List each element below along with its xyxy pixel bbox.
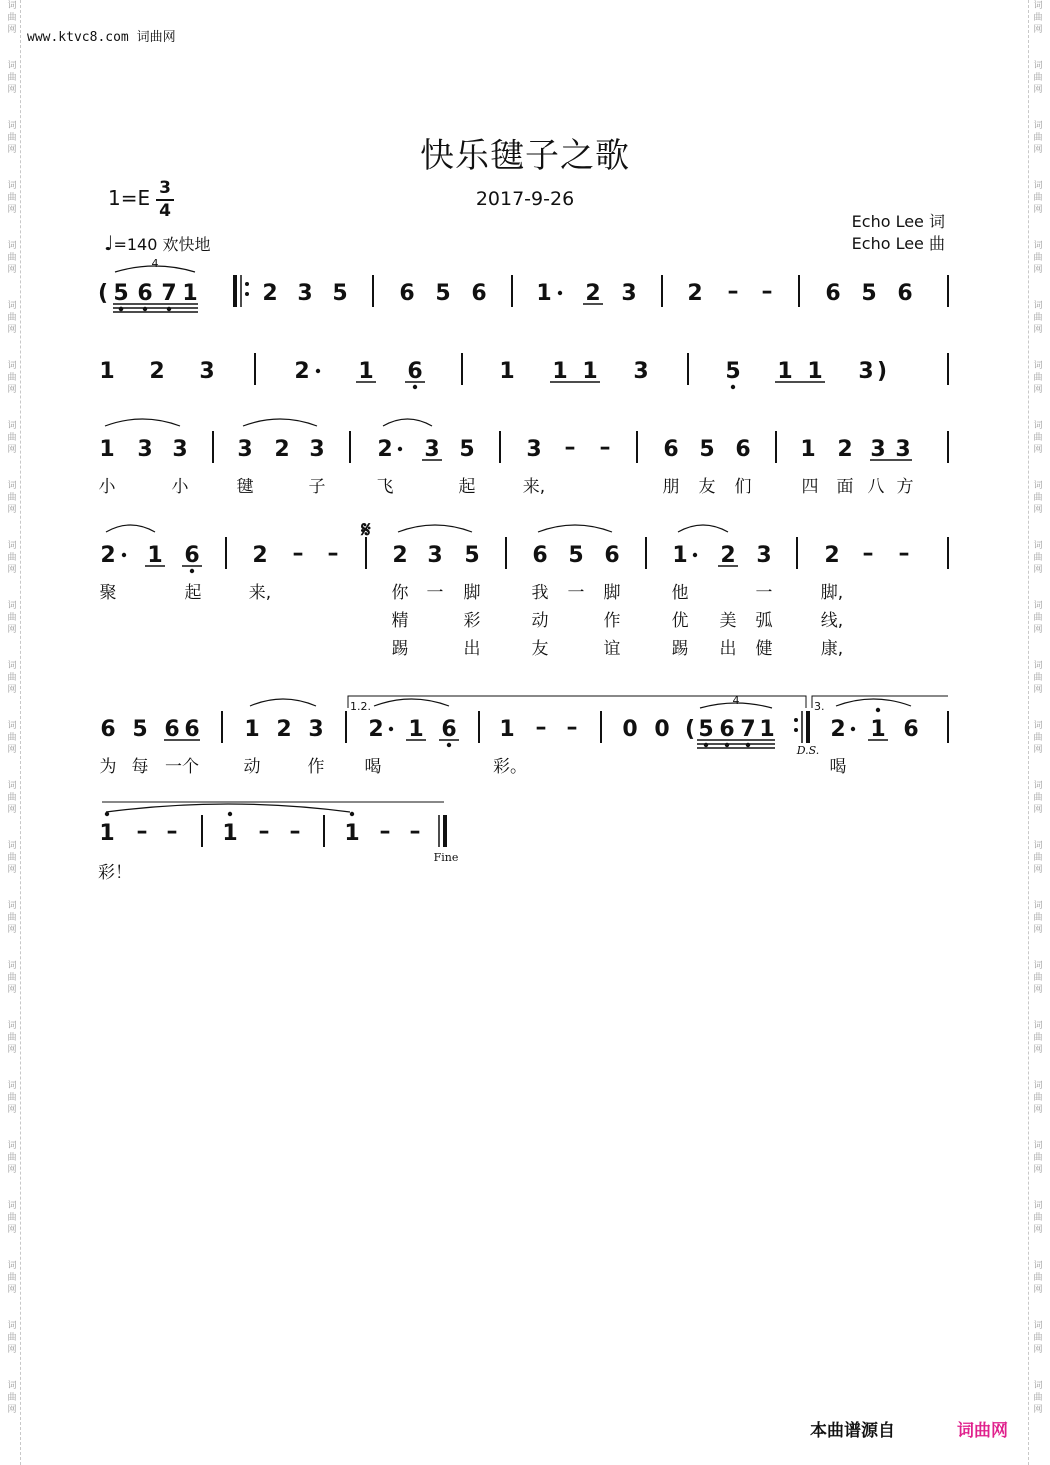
- note: 2: [252, 543, 268, 568]
- note: 2: [824, 543, 840, 568]
- repeat-dot: [794, 728, 798, 732]
- watermark-text: 词 曲 网: [7, 361, 17, 395]
- watermark-text: 词 曲 网: [7, 961, 17, 995]
- volta-label: 3.: [814, 700, 825, 713]
- note: 2: [149, 359, 165, 384]
- note: 1: [582, 359, 598, 384]
- watermark-text: 词 曲 网: [1033, 121, 1043, 155]
- note: 2: [720, 543, 736, 568]
- note: 1: [777, 359, 793, 384]
- note: 1: [147, 543, 163, 568]
- low-octave-dot: [143, 307, 147, 311]
- note: 3: [297, 281, 313, 306]
- note: 7: [161, 281, 177, 306]
- note: 6: [164, 717, 180, 742]
- watermark-text: 词 曲 网: [7, 1021, 17, 1055]
- note: 5: [132, 717, 148, 742]
- paren: (: [97, 281, 109, 306]
- watermark-text: 词 曲 网: [1033, 601, 1043, 635]
- note: 1: [499, 717, 515, 742]
- song-date: 2017-9-26: [475, 188, 575, 210]
- watermark-text: 词 曲 网: [1033, 481, 1043, 515]
- lyric: 们: [734, 477, 752, 497]
- lyric: 动: [531, 611, 549, 631]
- lyric: 毽: [236, 477, 254, 497]
- note: 2: [100, 543, 116, 568]
- note: 7: [740, 717, 756, 742]
- lyric: 小: [171, 477, 189, 497]
- note: 5: [464, 543, 480, 568]
- footer-brand-link[interactable]: 词曲网: [957, 1421, 1008, 1441]
- watermark-text: 词 曲 网: [1033, 181, 1043, 215]
- watermark-text: 词 曲 网: [7, 421, 17, 455]
- low-octave-dot: [731, 385, 735, 389]
- lyric: 美: [719, 611, 737, 631]
- note: 6: [184, 543, 200, 568]
- lyric: 脚,: [820, 583, 844, 603]
- lyric: 健: [755, 639, 773, 659]
- watermark-text: 词 曲 网: [7, 1081, 17, 1115]
- watermark-text: 词 曲 网: [1033, 661, 1043, 695]
- note: 2: [392, 543, 408, 568]
- note: 2: [276, 717, 292, 742]
- watermark-text: 词 曲 网: [1033, 421, 1043, 455]
- low-octave-dot: [167, 307, 171, 311]
- lyric: 来,: [522, 477, 546, 497]
- note: 6: [407, 359, 423, 384]
- ds-marking: D.S.: [796, 744, 820, 757]
- note: 1: [536, 281, 552, 306]
- watermark-text: 词 曲 网: [7, 661, 17, 695]
- note: 5: [459, 437, 475, 462]
- watermark-text: 词 曲 网: [1033, 61, 1043, 95]
- lyric: 弧: [755, 611, 773, 631]
- lyric: 脚: [603, 583, 621, 603]
- lyric: 彩。: [493, 757, 527, 777]
- tuplet-number: 4: [732, 694, 740, 707]
- note: 6: [604, 543, 620, 568]
- watermark-text: 词 曲 网: [7, 121, 17, 155]
- fine-marking: Fine: [433, 851, 459, 864]
- lyric: 作: [307, 757, 325, 777]
- watermark-text: 词 曲 网: [7, 181, 17, 215]
- note: 1: [99, 821, 115, 846]
- lyric: 出: [463, 639, 481, 659]
- watermark-text: 词 曲 网: [1033, 841, 1043, 875]
- augmentation-dot: [693, 553, 697, 557]
- lyricist-credit: Echo Lee 词: [851, 212, 945, 231]
- high-octave-dot: [876, 708, 880, 712]
- note: 6: [663, 437, 679, 462]
- volta-label: 1.2.: [350, 700, 371, 713]
- augmentation-dot: [316, 369, 320, 373]
- note: 3: [172, 437, 188, 462]
- note: 5: [435, 281, 451, 306]
- note: 2: [274, 437, 290, 462]
- lyric: 一: [567, 583, 585, 603]
- low-octave-dot: [725, 743, 729, 747]
- lyric: 康,: [820, 639, 844, 659]
- note: 2: [830, 717, 846, 742]
- paren: (: [684, 717, 696, 742]
- augmentation-dot: [558, 291, 562, 295]
- note: 5: [332, 281, 348, 306]
- note: 6: [184, 717, 200, 742]
- note: 3: [633, 359, 649, 384]
- note: 2: [837, 437, 853, 462]
- lyric: 一: [426, 583, 444, 603]
- lyric: 八: [867, 477, 885, 497]
- lyric: 彩: [463, 611, 481, 631]
- repeat-dot: [245, 282, 249, 286]
- note: 2: [687, 281, 703, 306]
- tuplet-number: 4: [151, 257, 159, 270]
- tie: [106, 804, 350, 812]
- watermark-text: 词 曲 网: [7, 1261, 17, 1295]
- song-title: 快乐毽子之歌: [420, 136, 630, 176]
- dash: –: [898, 541, 910, 566]
- volta-bracket: [812, 696, 948, 708]
- note: 3: [621, 281, 637, 306]
- footer-source-label: 本曲谱源自: [810, 1421, 895, 1441]
- lyric: 谊: [603, 639, 621, 659]
- note: 3: [895, 437, 911, 462]
- augmentation-dot: [389, 727, 393, 731]
- note: 1: [408, 717, 424, 742]
- lyric: 优: [671, 611, 689, 631]
- lyric: 方: [896, 477, 914, 497]
- lyric: 一: [755, 583, 773, 603]
- note: 1: [99, 359, 115, 384]
- dash: –: [409, 819, 421, 844]
- watermark-text: 词 曲 网: [1033, 1321, 1043, 1355]
- watermark-text: 词 曲 网: [7, 61, 17, 95]
- slur: [105, 419, 180, 426]
- note: 2: [585, 281, 601, 306]
- dash: –: [289, 819, 301, 844]
- watermark-text: 词 曲 网: [7, 721, 17, 755]
- watermark-text: 词 曲 网: [1033, 961, 1043, 995]
- watermark-text: 词 曲 网: [7, 841, 17, 875]
- note: 1: [800, 437, 816, 462]
- lyric: 彩！: [98, 863, 132, 883]
- note: 0: [654, 717, 670, 742]
- note: 2: [368, 717, 384, 742]
- dash: –: [535, 715, 547, 740]
- lyric: 友: [698, 477, 716, 497]
- watermark-text: 词 曲 网: [7, 1201, 17, 1235]
- watermark-text: 词 曲 网: [7, 301, 17, 335]
- note: 5: [698, 717, 714, 742]
- note: 6: [897, 281, 913, 306]
- note: 5: [113, 281, 129, 306]
- lyric: 他: [671, 583, 689, 603]
- note: 1: [99, 437, 115, 462]
- lyric: 小: [98, 477, 116, 497]
- note: 1: [358, 359, 374, 384]
- lyric: 喝: [364, 757, 382, 777]
- slur: [243, 419, 317, 426]
- watermark-text: 词 曲 网: [7, 241, 17, 275]
- note: 3: [858, 359, 874, 384]
- lyric: 聚: [99, 583, 117, 603]
- note: 3: [756, 543, 772, 568]
- lyric: 踢: [671, 639, 689, 659]
- high-octave-dot: [350, 812, 354, 816]
- repeat-dot: [245, 292, 249, 296]
- lyric: 友: [531, 639, 549, 659]
- watermark-text: 词 曲 网: [7, 901, 17, 935]
- paren: ): [876, 359, 888, 384]
- lyric: 起: [184, 583, 202, 603]
- quarter-note-icon: ♩: [104, 231, 114, 255]
- lyric: 朋: [662, 477, 680, 497]
- lyric: 每: [131, 757, 149, 777]
- watermark-text: 词 曲 网: [1033, 1081, 1043, 1115]
- note: 1: [499, 359, 515, 384]
- watermark-text: 词 曲 网: [7, 601, 17, 635]
- dash: –: [727, 279, 739, 304]
- low-octave-dot: [746, 743, 750, 747]
- lyric: 子: [308, 477, 326, 497]
- watermark-text: 词 曲 网: [7, 541, 17, 575]
- note: 5: [568, 543, 584, 568]
- composer-credit: Echo Lee 曲: [851, 234, 945, 253]
- note: 3: [427, 543, 443, 568]
- watermark-text: 词 曲 网: [1033, 901, 1043, 935]
- slur: [678, 525, 728, 532]
- dash: –: [862, 541, 874, 566]
- note: 2: [294, 359, 310, 384]
- lyric: 精: [391, 611, 409, 631]
- note: 6: [100, 717, 116, 742]
- dash: –: [379, 819, 391, 844]
- note: 6: [137, 281, 153, 306]
- note: 6: [399, 281, 415, 306]
- lyric: 起: [458, 477, 476, 497]
- note: 6: [735, 437, 751, 462]
- note: 3: [309, 437, 325, 462]
- note: 0: [622, 717, 638, 742]
- note: 1: [344, 821, 360, 846]
- lyric: 踢: [391, 639, 409, 659]
- lyric: 线,: [820, 611, 844, 631]
- lyric: 作: [603, 611, 621, 631]
- watermark-text: 词 曲 网: [1033, 1141, 1043, 1175]
- note: 1: [244, 717, 260, 742]
- note: 3: [870, 437, 886, 462]
- time-denominator: 4: [159, 201, 171, 221]
- note: 1: [759, 717, 775, 742]
- note: 3: [308, 717, 324, 742]
- watermark-text: 词 曲 网: [1033, 1261, 1043, 1295]
- dash: –: [166, 819, 178, 844]
- note: 3: [526, 437, 542, 462]
- note: 1: [672, 543, 688, 568]
- repeat-dot: [794, 718, 798, 722]
- watermark-text: 词 曲 网: [7, 481, 17, 515]
- note: 6: [825, 281, 841, 306]
- lyric: 喝: [829, 757, 847, 777]
- lyric: 动: [243, 757, 261, 777]
- lyric: 飞: [376, 477, 394, 497]
- dash: –: [136, 819, 148, 844]
- watermark-text: 词 曲 网: [1033, 541, 1043, 575]
- note: 3: [199, 359, 215, 384]
- lyric: 四: [801, 477, 819, 497]
- lyric: 脚: [463, 583, 481, 603]
- note: 3: [237, 437, 253, 462]
- watermark-text: 词 曲 网: [7, 781, 17, 815]
- note: 5: [861, 281, 877, 306]
- note: 5: [699, 437, 715, 462]
- watermark-text: 词 曲 网: [1033, 1, 1043, 35]
- watermark-text: 词 曲 网: [7, 1321, 17, 1355]
- tempo-expression: 欢快地: [162, 235, 211, 254]
- watermark-text: 词 曲 网: [7, 1381, 17, 1415]
- high-octave-dot: [105, 812, 109, 816]
- note: 1: [222, 821, 238, 846]
- low-octave-dot: [119, 307, 123, 311]
- high-octave-dot: [228, 812, 232, 816]
- lyric: 一个: [165, 757, 199, 777]
- note: 1: [182, 281, 198, 306]
- slur: [383, 419, 432, 426]
- note: 2: [262, 281, 278, 306]
- lyric: 我: [531, 583, 549, 603]
- note: 6: [471, 281, 487, 306]
- note: 1: [870, 717, 886, 742]
- lyric: 你: [391, 583, 409, 603]
- note: 5: [725, 359, 741, 384]
- note: 6: [903, 717, 919, 742]
- watermark-text: 词 曲 网: [7, 1, 17, 35]
- slur: [538, 525, 612, 532]
- slur: [374, 699, 449, 706]
- dash: –: [564, 435, 576, 460]
- dash: –: [761, 279, 773, 304]
- dash: –: [292, 541, 304, 566]
- slur: [106, 525, 155, 532]
- watermark-text: 词 曲 网: [1033, 301, 1043, 335]
- slur: [836, 699, 911, 706]
- augmentation-dot: [851, 727, 855, 731]
- low-octave-dot: [447, 743, 451, 747]
- note: 6: [719, 717, 735, 742]
- tempo-value: =140: [113, 235, 158, 254]
- watermark-text: 词 曲 网: [7, 1141, 17, 1175]
- site-header[interactable]: www.ktvc8.com 词曲网: [27, 30, 176, 45]
- slur: [250, 699, 316, 706]
- note: 6: [441, 717, 457, 742]
- note: 3: [137, 437, 153, 462]
- lyric: 为: [99, 757, 117, 777]
- note: 1: [552, 359, 568, 384]
- watermark-text: 词 曲 网: [1033, 781, 1043, 815]
- lyric: 来,: [248, 583, 272, 603]
- watermark-text: 词 曲 网: [1033, 1201, 1043, 1235]
- note: 2: [377, 437, 393, 462]
- watermark-text: 词 曲 网: [1033, 241, 1043, 275]
- note: 6: [532, 543, 548, 568]
- note: 3: [424, 437, 440, 462]
- watermark-text: 词 曲 网: [1033, 1021, 1043, 1055]
- slur: [398, 525, 472, 532]
- augmentation-dot: [398, 447, 402, 451]
- time-numerator: 3: [156, 178, 174, 201]
- low-octave-dot: [704, 743, 708, 747]
- low-octave-dot: [190, 569, 194, 573]
- key-signature: 1=E: [108, 186, 151, 210]
- dash: –: [566, 715, 578, 740]
- augmentation-dot: [122, 553, 126, 557]
- dash: –: [258, 819, 270, 844]
- segno-sign: 𝄋: [361, 518, 371, 543]
- dash: –: [599, 435, 611, 460]
- watermark-text: 词 曲 网: [1033, 721, 1043, 755]
- watermark-text: 词 曲 网: [1033, 361, 1043, 395]
- dash: –: [327, 541, 339, 566]
- lyric: 出: [719, 639, 737, 659]
- watermark-text: 词 曲 网: [1033, 1381, 1043, 1415]
- lyric: 面: [836, 477, 854, 497]
- low-octave-dot: [413, 385, 417, 389]
- note: 1: [807, 359, 823, 384]
